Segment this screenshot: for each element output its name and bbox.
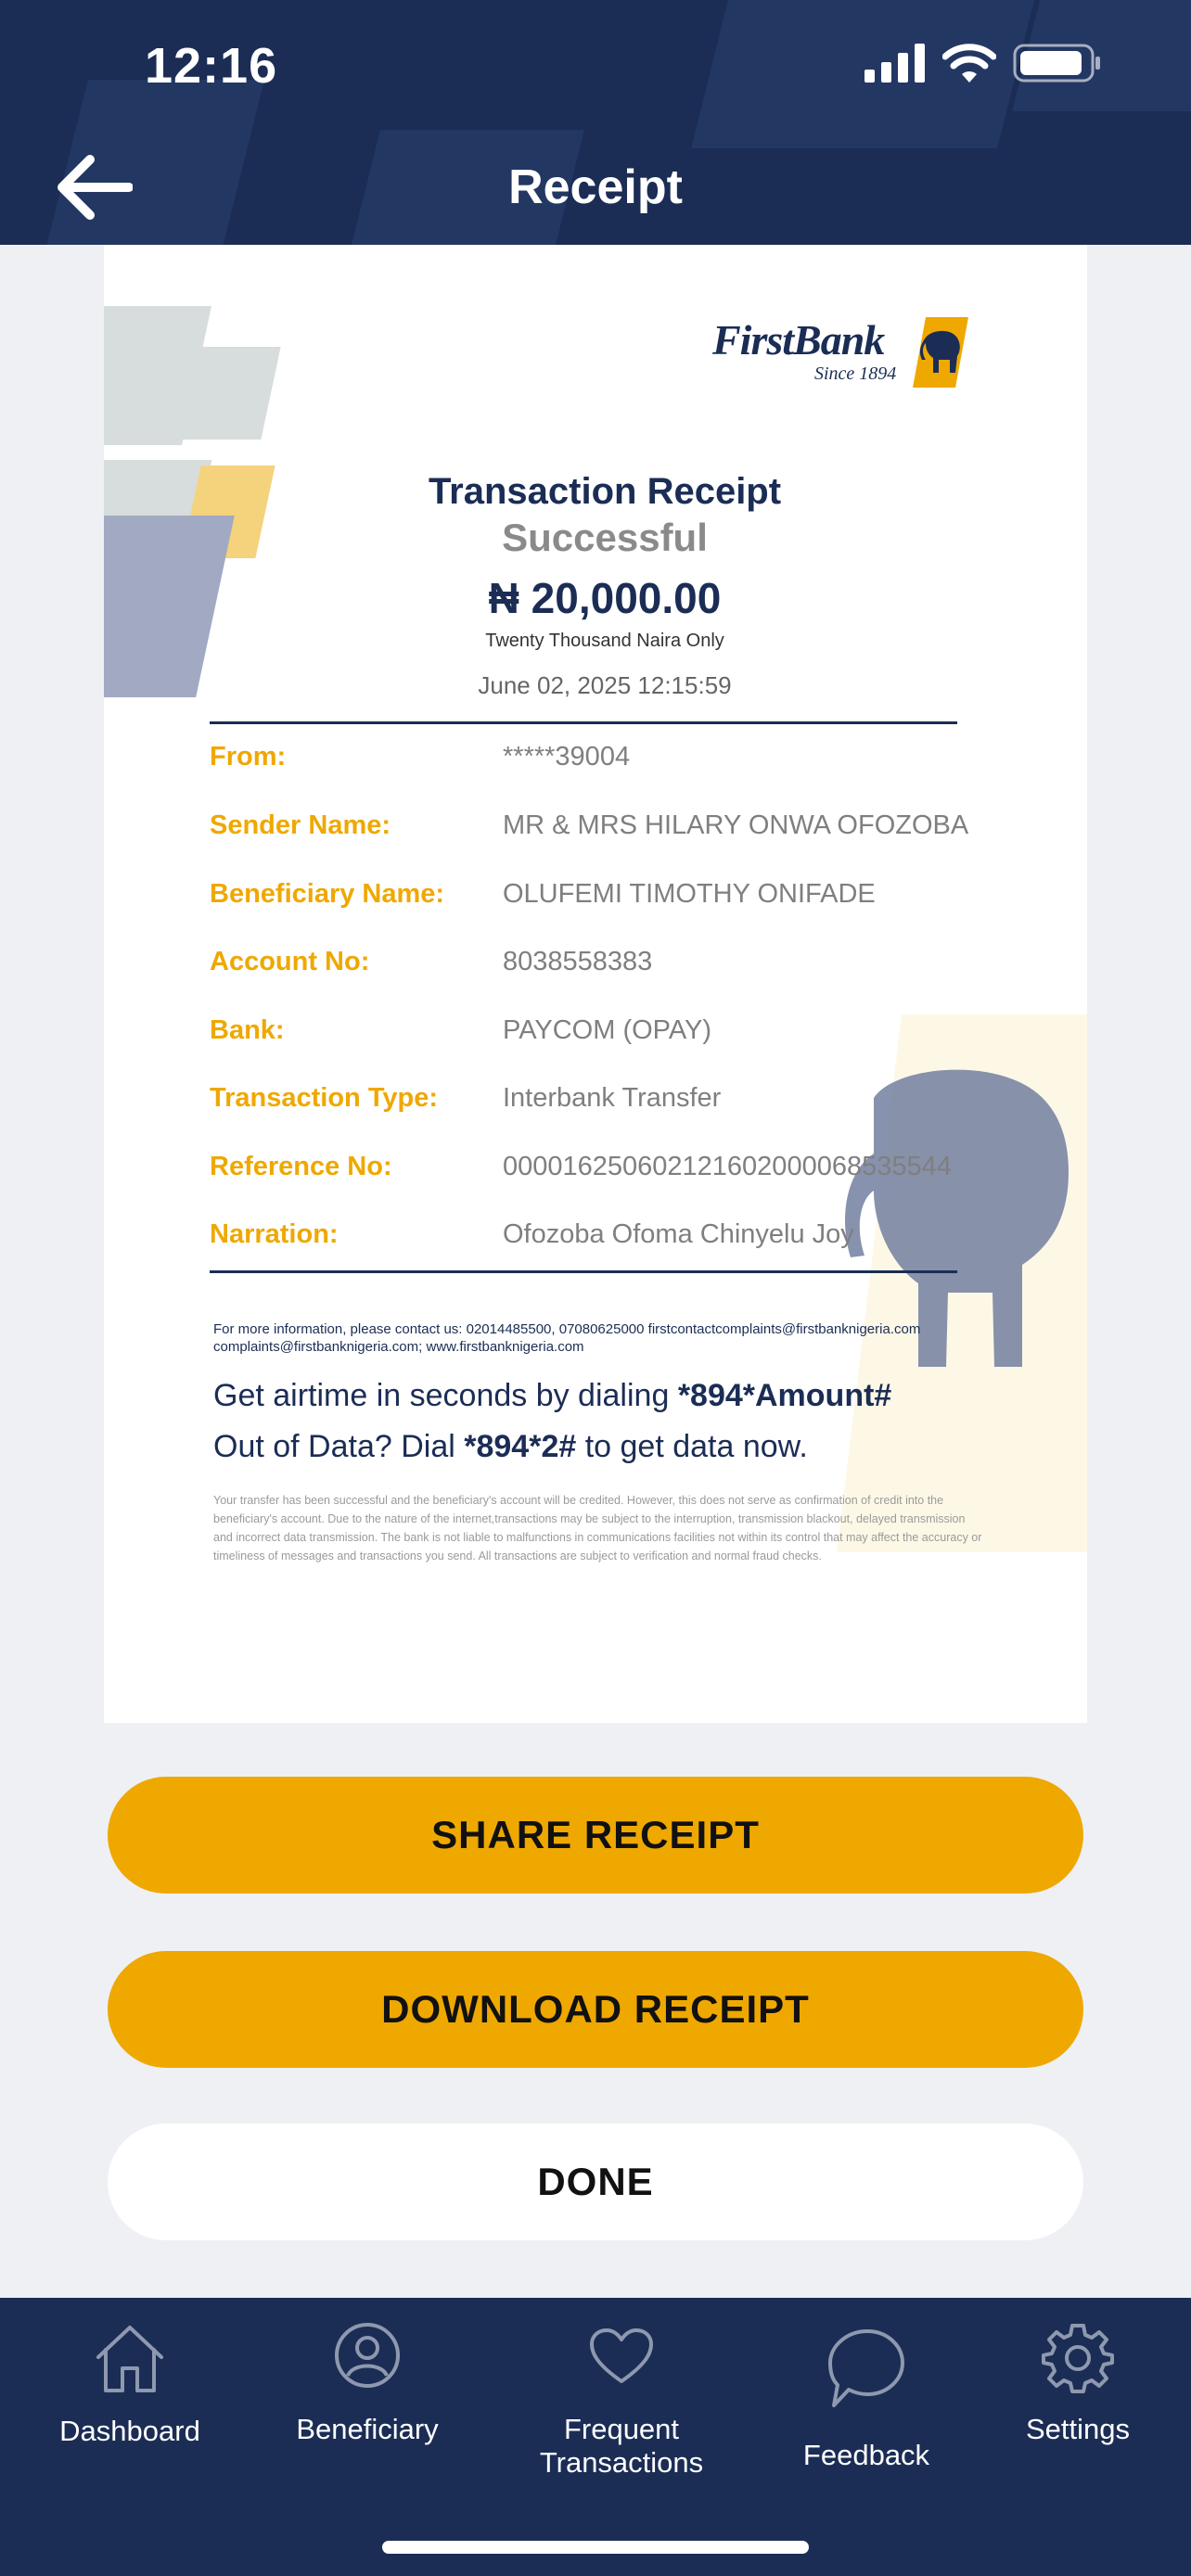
app-header <box>0 0 1191 245</box>
nav-label: Dashboard <box>59 2415 200 2447</box>
nav-item-frequent-transactions[interactable] <box>501 2298 742 2502</box>
nav-label: Frequent Transactions <box>539 2413 704 2479</box>
detail-value: Ofozoba Ofoma Chinyelu Joy <box>503 1219 854 1249</box>
receipt-card <box>104 245 1087 1723</box>
user-icon <box>334 2322 401 2389</box>
divider <box>210 1270 957 1273</box>
home-icon <box>93 2322 167 2396</box>
amount-in-words: Twenty Thousand Naira Only <box>485 631 724 651</box>
detail-label: Transaction Type: <box>210 1083 439 1113</box>
detail-row-sender-name <box>210 810 1082 857</box>
nav-item-dashboard[interactable] <box>28 2298 232 2502</box>
status-icons <box>864 43 1102 83</box>
contact-info <box>213 1320 983 1356</box>
detail-label: Account No: <box>210 947 370 976</box>
done-button[interactable]: DONE <box>108 2123 1083 2240</box>
detail-row-transaction-type <box>210 1083 1082 1129</box>
detail-row-beneficiary-name <box>210 879 1082 925</box>
detail-row-bank <box>210 1015 1082 1062</box>
nav-item-settings[interactable] <box>985 2298 1171 2502</box>
detail-value: MR & MRS HILARY ONWA OFOZOBA <box>503 810 969 840</box>
detail-row-from <box>210 742 1082 788</box>
detail-value: Interbank Transfer <box>503 1083 722 1113</box>
nav-label: Settings <box>1025 2413 1130 2445</box>
detail-value: OLUFEMI TIMOTHY ONIFADE <box>503 879 876 909</box>
transaction-status: Successful <box>502 516 708 559</box>
detail-row-narration <box>210 1219 1082 1266</box>
receipt-decor-shape <box>140 347 280 440</box>
detail-label: Reference No: <box>210 1152 392 1181</box>
status-time: 12:16 <box>145 38 278 94</box>
bottom-nav <box>0 2298 1191 2576</box>
battery-icon <box>1013 44 1102 83</box>
promo-ussd-code: *894*2# <box>464 1429 577 1464</box>
detail-label: Sender Name: <box>210 810 391 840</box>
contact-line: For more information, please contact us: 02014485500, 07080625000 firstcontactcomplaints@firstbanknigeria.com <box>213 1321 921 1337</box>
nav-item-beneficiary[interactable] <box>265 2298 469 2502</box>
detail-value: *****39004 <box>503 742 631 772</box>
promo-text: to get data now. <box>576 1429 808 1464</box>
heart-icon <box>588 2327 655 2385</box>
transaction-datetime: June 02, 2025 12:15:59 <box>478 671 732 699</box>
nav-label: Feedback <box>802 2439 930 2471</box>
disclaimer-text: Your transfer has been successful and the beneficiary's account will be credited. However, this does not serve as confirmation of credit into the beneficiary's account. Due to the nature of the internet,transactions may be subject to the interruption, transmission blackout, delayed transmission and incorrect data transmission. The bank is not liable to malfunctions in communications facilities not within its control that may affect the accuracy or timeliness of messages and transactions you send. All transactions are subject to verification and normal fraud checks. <box>213 1494 982 1562</box>
contact-line: complaints@firstbanknigeria.com; www.firstbanknigeria.com <box>213 1339 584 1355</box>
download-receipt-button[interactable]: DOWNLOAD RECEIPT <box>108 1951 1083 2068</box>
detail-value: 000016250602121602000068535544 <box>503 1152 952 1181</box>
receipt-title: Transaction Receipt <box>428 471 782 512</box>
detail-label: From: <box>210 742 287 772</box>
logo-wordmark: FirstBank <box>712 316 885 363</box>
home-indicator[interactable] <box>382 2541 809 2554</box>
wifi-icon <box>942 43 996 83</box>
detail-label: Beneficiary Name: <box>210 879 445 909</box>
cellular-signal-icon <box>864 44 926 83</box>
promo-ussd-code: *894*Amount# <box>677 1378 892 1413</box>
gear-icon <box>1042 2322 1114 2394</box>
nav-item-feedback[interactable] <box>764 2298 968 2502</box>
detail-row-account-no <box>210 947 1082 993</box>
promo-text: Get airtime in seconds by dialing <box>213 1378 678 1413</box>
transaction-amount: ₦ 20,000.00 <box>488 574 722 622</box>
detail-value: PAYCOM (OPAY) <box>503 1015 712 1045</box>
detail-value: 8038558383 <box>503 947 653 976</box>
detail-row-reference-no <box>210 1152 1082 1198</box>
detail-label: Bank: <box>210 1015 285 1045</box>
data-promo <box>213 1429 1048 1465</box>
nav-label: Beneficiary <box>296 2413 439 2445</box>
firstbank-logo <box>712 312 981 395</box>
divider <box>210 721 957 724</box>
chat-icon <box>825 2326 908 2411</box>
elephant-logo-icon <box>913 317 968 388</box>
logo-since: Since 1894 <box>814 363 897 384</box>
promo-text: Out of Data? Dial <box>213 1429 465 1464</box>
page-title: Receipt <box>508 160 683 214</box>
detail-label: Narration: <box>210 1219 339 1249</box>
airtime-promo <box>213 1378 1048 1414</box>
share-receipt-button[interactable]: SHARE RECEIPT <box>108 1777 1083 1894</box>
